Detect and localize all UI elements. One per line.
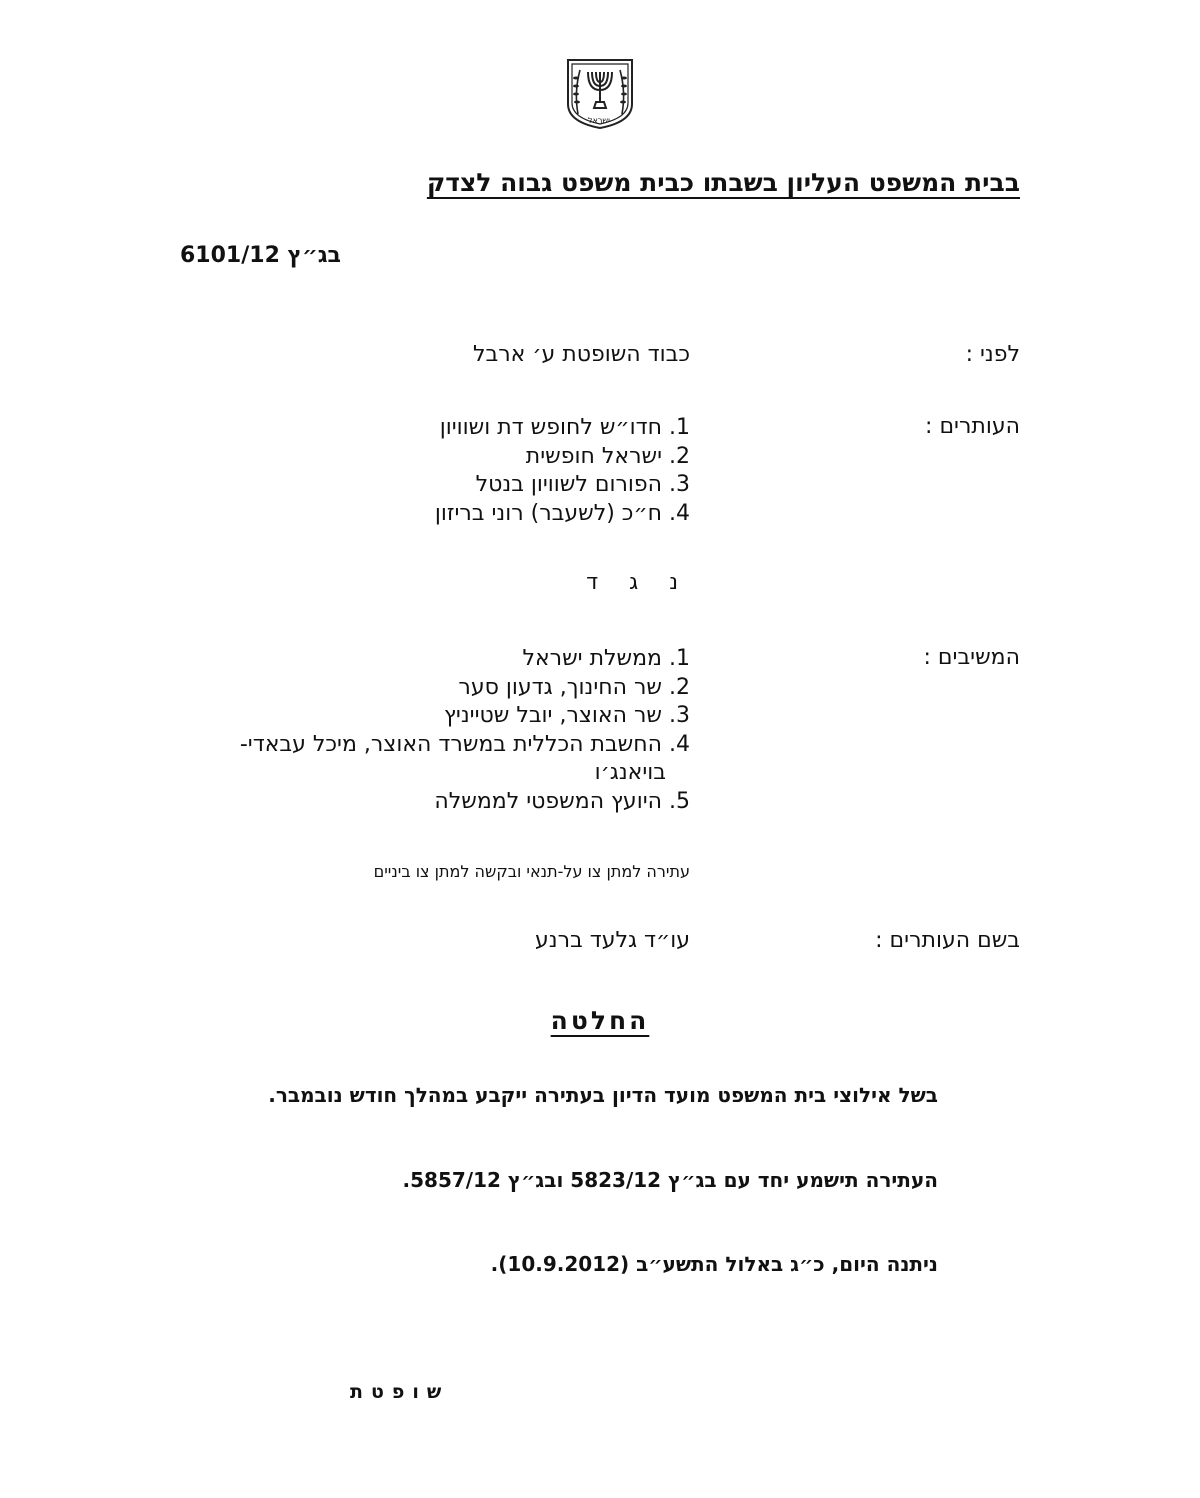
decision-title: החלטה <box>550 1006 650 1035</box>
emblem-text: ישראל <box>588 116 610 125</box>
court-title: בבית המשפט העליון בשבתו כבית משפט גבוה לצדק <box>426 168 1020 197</box>
petitioners-label: העותרים : <box>925 414 1020 439</box>
list-item: 1. ממשלת ישראל <box>522 646 690 671</box>
signature-label: שופטת <box>350 1381 450 1403</box>
decision-paragraph: ניתנה היום, כ״ג באלול התשע״ב (10.9.2012). <box>490 1252 938 1276</box>
list-item: 2. שר החינוך, גדעון סער <box>458 674 690 700</box>
list-item: בויאנג׳ו <box>594 760 666 785</box>
list-item: 4. החשבת הכללית במשרד האוצר, מיכל עבאדי- <box>239 731 690 757</box>
list-item: 3. שר האוצר, יובל שטייניץ <box>444 703 690 728</box>
counsel-label: בשם העותרים : <box>875 928 1020 953</box>
list-item: 5. היועץ המשפטי לממשלה <box>434 788 690 814</box>
decision-paragraph: בשל אילוצי בית המשפט מועד הדיון בעתירה ייקבע במהלך חודש נובמבר. <box>268 1083 938 1107</box>
respondents-label: המשיבים : <box>923 645 1020 670</box>
decision-paragraph: העתירה תישמע יחד עם בג״ץ 5823/12 ובג״ץ 5857/12. <box>402 1168 938 1192</box>
judge-name: כבוד השופטת ע׳ ארבל <box>472 342 690 367</box>
list-item: 2. ישראל חופשית <box>525 443 690 469</box>
counsel-name: עו״ד גלעד ברנע <box>534 928 690 953</box>
respondents-list <box>240 645 690 816</box>
case-number: בג״ץ 6101/12 <box>180 243 341 268</box>
versus-label: נ ג ד <box>586 570 690 595</box>
list-item: 4. ח״כ (לשעבר) רוני בריזון <box>434 500 690 526</box>
list-item: 1. חדו״ש לחופש דת ושוויון <box>439 415 690 440</box>
list-item: 3. הפורום לשוויון בנטל <box>475 472 690 497</box>
petition-subject: עתירה למתן צו על-תנאי ובקשה למתן צו ביניים <box>373 862 690 881</box>
petitioners-list <box>435 414 690 528</box>
before-label: לפני : <box>965 342 1020 367</box>
